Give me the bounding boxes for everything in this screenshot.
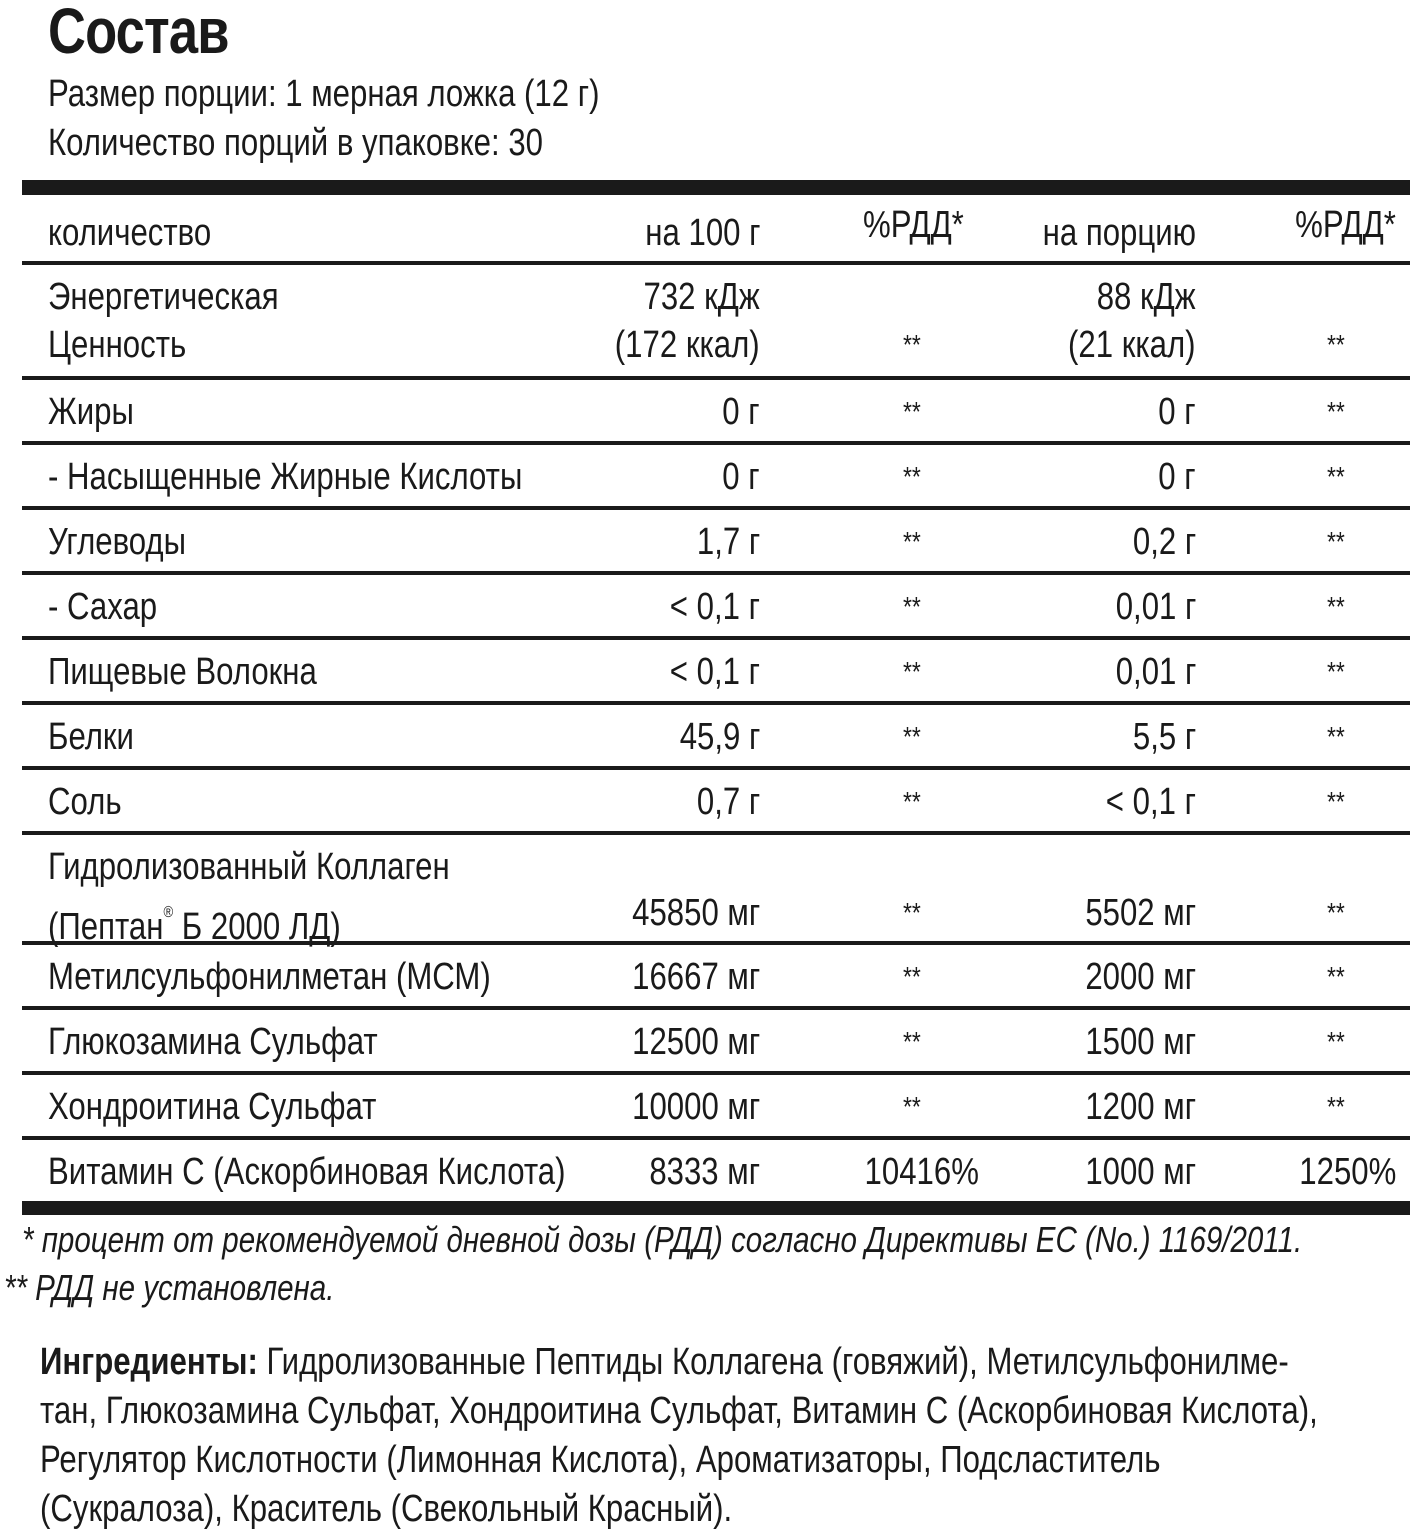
row-rdd2: **	[1327, 461, 1345, 492]
table-row	[22, 1140, 1410, 1201]
row-name: Витамин С (Аскорбиновая Кислота)	[48, 1151, 566, 1193]
row-rdd1: 10416%	[864, 1151, 979, 1193]
row-per-serving: 1000 мг	[1085, 1151, 1196, 1193]
row-per-serving: 1500 мг	[1085, 1021, 1196, 1063]
row-per100: 45,9 г	[679, 716, 760, 758]
row-rdd1: **	[903, 897, 921, 928]
row-per100: 0 г	[722, 456, 760, 498]
row-name: Гидролизованный Коллаген	[48, 846, 450, 888]
row-rdd1: **	[903, 526, 921, 557]
row-per100: 1,7 г	[696, 521, 760, 563]
row-name: Ценность	[48, 324, 187, 366]
row-per100: 732 кДж	[643, 276, 760, 318]
row-rdd1: **	[903, 396, 921, 427]
table-row	[22, 445, 1410, 510]
row-per-serving: 2000 мг	[1085, 956, 1196, 998]
serving-size: Размер порции: 1 мерная ложка (12 г)	[48, 73, 600, 115]
row-rdd2: **	[1327, 656, 1345, 687]
row-per-serving: 5502 мг	[1085, 892, 1196, 934]
row-name: - Насыщенные Жирные Кислоты	[48, 456, 523, 498]
row-name: Метилсульфонилметан (МСМ)	[48, 956, 491, 998]
row-name: Соль	[48, 781, 122, 823]
row-rdd1: **	[903, 1091, 921, 1122]
row-rdd2: **	[1327, 396, 1345, 427]
row-rdd2: 1250%	[1298, 1151, 1396, 1193]
nutrition-table	[22, 180, 1410, 1215]
row-per100: 0,7 г	[696, 781, 760, 823]
row-per100: < 0,1 г	[669, 651, 760, 693]
row-per100: 45850 мг	[631, 892, 760, 934]
row-rdd2: **	[1327, 526, 1345, 557]
table-bottom-bar	[22, 1201, 1410, 1215]
row-per100: 8333 мг	[649, 1151, 760, 1193]
row-name: - Сахар	[48, 586, 158, 628]
footnote-rdd-not-set: ** РДД не установлена.	[4, 1267, 335, 1308]
table-row	[22, 945, 1410, 1010]
row-rdd2: **	[1327, 897, 1345, 928]
table-row	[22, 640, 1410, 705]
header-name: количество	[48, 212, 212, 254]
row-per-serving: 0 г	[1158, 391, 1196, 433]
table-header-row	[22, 195, 1410, 265]
row-name: Жиры	[48, 391, 134, 433]
row-name: Энергетическая	[48, 276, 279, 318]
table-row	[22, 575, 1410, 640]
row-per-serving: 88 кДж	[1097, 276, 1196, 318]
row-name: Пищевые Волокна	[48, 651, 317, 693]
table-row	[22, 380, 1410, 445]
row-per-serving: 1200 мг	[1085, 1086, 1196, 1128]
table-row	[22, 510, 1410, 575]
header-rdd2: %РДД*	[1295, 204, 1396, 246]
row-rdd1: **	[903, 961, 921, 992]
registered-mark: ®	[163, 904, 174, 921]
row-name: Углеводы	[48, 521, 187, 563]
row-per100: < 0,1 г	[669, 586, 760, 628]
ingredients-text: Регулятор Кислотности (Лимонная Кислота), Ароматизаторы, Подсластитель	[40, 1439, 1161, 1481]
row-rdd1: **	[903, 786, 921, 817]
row-rdd2: **	[1327, 1026, 1345, 1057]
table-row	[22, 265, 1410, 380]
row-rdd1: **	[903, 329, 921, 360]
row-per100: 16667 мг	[631, 956, 760, 998]
row-rdd1: **	[903, 461, 921, 492]
ingredients-text: Гидролизованные Пептиды Коллагена (говяжий), Метилсульфонилме-	[257, 1341, 1289, 1383]
row-name: (Пептан® Б 2000 ЛД)	[48, 904, 341, 948]
row-per-serving: < 0,1 г	[1105, 781, 1196, 823]
ingredients-list	[40, 1338, 1380, 1534]
row-rdd2: **	[1327, 591, 1345, 622]
row-name: Глюкозамина Сульфат	[48, 1021, 378, 1063]
row-per-serving: (21 ккал)	[1068, 324, 1196, 366]
row-rdd2: **	[1327, 721, 1345, 752]
row-rdd1: **	[903, 656, 921, 687]
table-row	[22, 1010, 1410, 1075]
row-rdd2: **	[1327, 1091, 1345, 1122]
ingredients-label: Ингредиенты:	[40, 1341, 258, 1383]
table-row	[22, 705, 1410, 770]
row-per-serving: 0,01 г	[1115, 651, 1196, 693]
table-top-bar	[22, 180, 1410, 195]
ingredients-text: тан, Глюкозамина Сульфат, Хондроитина Сульфат, Витамин С (Аскорбиновая Кислота),	[40, 1390, 1318, 1432]
row-rdd1: **	[903, 721, 921, 752]
page-title: Состав	[48, 0, 229, 67]
row-rdd2: **	[1327, 786, 1345, 817]
row-per100: 12500 мг	[631, 1021, 760, 1063]
row-rdd2: **	[1327, 961, 1345, 992]
row-name: Хондроитина Сульфат	[48, 1086, 377, 1128]
row-per-serving: 0,01 г	[1115, 586, 1196, 628]
row-per100: 10000 мг	[631, 1086, 760, 1128]
row-per-serving: 0,2 г	[1132, 521, 1196, 563]
table-row	[22, 835, 1410, 948]
row-per100: (172 ккал)	[615, 324, 760, 366]
header-per100: на 100 г	[644, 212, 760, 254]
servings-per-container: Количество порций в упаковке: 30	[48, 122, 543, 164]
row-rdd2: **	[1327, 329, 1345, 360]
footnote-rdd: * процент от рекомендуемой дневной дозы (РДД) согласно Директивы ЕС (No.) 1169/2011.	[22, 1219, 1303, 1260]
header-per-serving: на порцию	[1042, 212, 1196, 254]
row-per-serving: 0 г	[1158, 456, 1196, 498]
row-per100: 0 г	[722, 391, 760, 433]
header-rdd1: %РДД*	[863, 204, 964, 246]
row-per-serving: 5,5 г	[1132, 716, 1196, 758]
row-rdd1: **	[903, 1026, 921, 1057]
row-rdd1: **	[903, 591, 921, 622]
row-name: Белки	[48, 716, 134, 758]
ingredients-text: (Сукралоза), Краситель (Свекольный Красный).	[40, 1488, 733, 1530]
table-row	[22, 770, 1410, 835]
table-row	[22, 1075, 1410, 1140]
